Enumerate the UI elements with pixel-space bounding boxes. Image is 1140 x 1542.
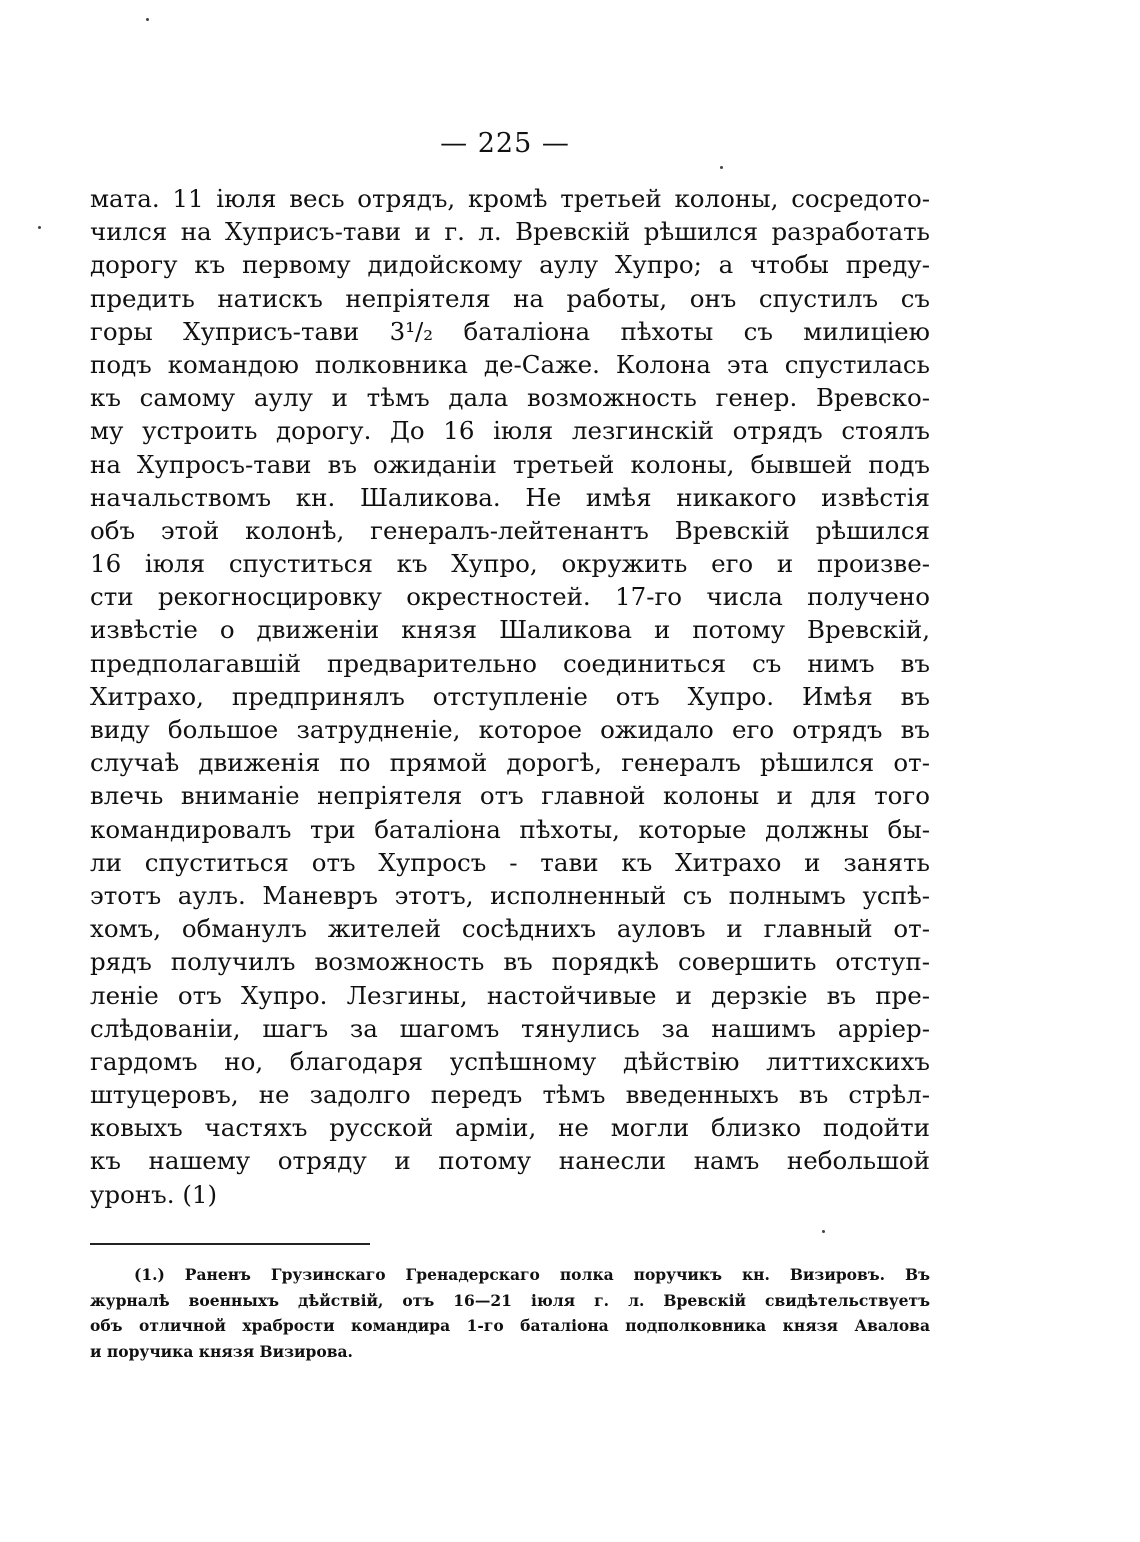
text-line: начальствомъ кн. Шаликова. Не имѣя никакого извѣстія bbox=[90, 482, 930, 512]
text-line: ли спуститься отъ Хупросъ - тави къ Хитрахо и занять bbox=[90, 847, 930, 877]
text-line: чился на Хуприсъ-тави и г. л. Вревскій рѣшился разработать bbox=[90, 217, 930, 247]
text-line: рядъ получилъ возможность въ порядкѣ совершить отступ- bbox=[90, 947, 930, 977]
scan-speck bbox=[822, 1230, 825, 1233]
text-line: штуцеровъ, не задолго передъ тѣмъ введенныхъ въ стрѣл- bbox=[90, 1080, 930, 1110]
footnote bbox=[90, 1262, 930, 1364]
footnote-line: и поручика князя Визирова. bbox=[90, 1341, 353, 1361]
text-line: горы Хуприсъ-тави 3¹/₂ баталіона пѣхоты съ милиціею bbox=[90, 316, 930, 346]
text-line: предить натискъ непріятеля на работы, онъ спустилъ съ bbox=[90, 283, 930, 313]
text-line: виду большое затрудненіе, которое ожидало его отрядъ въ bbox=[90, 715, 930, 744]
scan-speck bbox=[146, 18, 149, 21]
text-line: дорогу къ первому дидойскому аулу Хупро; а чтобы преду- bbox=[90, 250, 930, 280]
text-line: подъ командою полковника де-Саже. Колона эта спустилась bbox=[90, 349, 930, 379]
footnote-line: (1.) Раненъ Грузинскаго Гренадерскаго полка поручикъ кн. Визировъ. Въ bbox=[134, 1265, 930, 1284]
text-line: уронъ. (1) bbox=[90, 1179, 218, 1209]
text-line: гардомъ но, благодаря успѣшному дѣйствію литтихскихъ bbox=[90, 1046, 930, 1076]
scan-speck bbox=[38, 226, 41, 229]
text-line: къ самому аулу и тѣмъ дала возможность генер. Вревско- bbox=[90, 383, 930, 413]
footnote-line: объ отличной храбрости командира 1-го баталіона подполковника князя Авалова bbox=[90, 1316, 930, 1335]
body-text bbox=[90, 182, 930, 1211]
text-line: этотъ аулъ. Маневръ этотъ, исполненный съ полнымъ успѣ- bbox=[90, 880, 930, 910]
text-line: 16 іюля спуститься къ Хупро, окружить его и произве- bbox=[90, 549, 930, 579]
text-line: предполагавшій предварительно соединиться съ нимъ въ bbox=[90, 648, 930, 678]
text-line: леніе отъ Хупро. Лезгины, настойчивые и дерзкіе въ пре- bbox=[90, 980, 930, 1010]
text-line: влечь вниманіе непріятеля отъ главной колоны и для того bbox=[90, 781, 930, 811]
text-line: командировалъ три баталіона пѣхоты, которые должны бы- bbox=[90, 814, 930, 844]
footnote-divider bbox=[90, 1243, 370, 1245]
page-number: — 225 — bbox=[440, 128, 570, 159]
text-line: извѣстіе о движеніи князя Шаликова и потому Вревскій, bbox=[90, 615, 930, 645]
text-line: мата. 11 іюля весь отрядъ, кромѣ третьей колоны, сосредото- bbox=[90, 184, 930, 213]
text-line: хомъ, обманулъ жителей сосѣднихъ ауловъ и главный от- bbox=[90, 914, 930, 944]
text-line: му устроить дорогу. До 16 іюля лезгинскій отрядъ стоялъ bbox=[90, 416, 930, 446]
text-line: слѣдованіи, шагъ за шагомъ тянулись за нашимъ арріер- bbox=[90, 1013, 930, 1043]
text-line: сти рекогносцировку окрестностей. 17-го числа получено bbox=[90, 582, 930, 612]
text-line: Хитрахо, предпринялъ отступленіе отъ Хупро. Имѣя въ bbox=[90, 681, 930, 711]
text-line: къ нашему отряду и потому нанесли намъ небольшой bbox=[90, 1146, 930, 1176]
text-line: ковыхъ частяхъ русской арміи, не могли близко подойти bbox=[90, 1113, 930, 1143]
text-line: объ этой колонѣ, генералъ-лейтенантъ Вревскій рѣшился bbox=[90, 515, 930, 545]
footnote-line: журналѣ военныхъ дѣйствій, отъ 16—21 іюля г. л. Вревскій свидѣтельствуетъ bbox=[90, 1290, 930, 1310]
text-line: случаѣ движенія по прямой дорогѣ, генералъ рѣшился от- bbox=[90, 748, 930, 778]
text-line: на Хупросъ-тави въ ожиданіи третьей колоны, бывшей подъ bbox=[90, 449, 930, 479]
scan-speck bbox=[720, 166, 723, 169]
